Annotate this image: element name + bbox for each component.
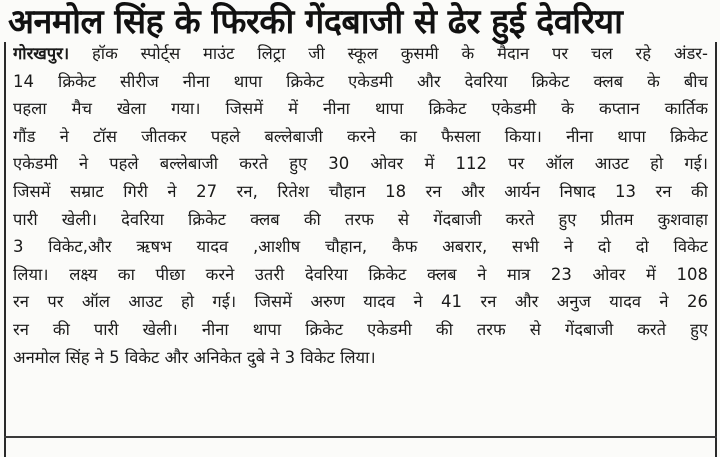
article-line: गौंड ने टॉस जीतकर पहले बल्लेबाजी करने का फैसला किया। नीना थापा क्रिकेट — [13, 126, 708, 146]
bottom-rule — [4, 436, 717, 438]
article-line: जिसमें सम्राट गिरी ने 27 रन, रितेश चौहान 18 रन और आर्यन निषाद 13 रन की — [13, 181, 708, 201]
article-line: एकेडमी ने पहले बल्लेबाजी करते हुए 30 ओवर में 112 पर ऑल आउट हो गई। — [13, 154, 708, 174]
article-line: पारी खेली। देवरिया क्रिकेट क्लब की तरफ से गेंदबाजी करते हुए प्रीतम कुशवाहा — [13, 209, 708, 229]
article-line-text: हॉक स्पोर्ट्स माउंट लिट्रा जी स्कूल कुसमी के मैदान पर चल रहे अंडर- — [69, 44, 708, 63]
article-line-last: अनमोल सिंह ने 5 विकेट और अनिकेत दुबे ने 3 विकेट लिया। — [13, 347, 376, 367]
dateline: गोरखपुर। — [13, 44, 70, 63]
article-line: रन की पारी खेली। नीना थापा क्रिकेट एकेडमी की तरफ से गेंदबाजी करते हुए — [13, 319, 708, 339]
column-rule-left — [4, 42, 6, 457]
headline: अनमोल सिंह के फिरकी गेंदबाजी से ढेर हुई देवरिया — [8, 2, 623, 42]
article-body — [13, 40, 708, 371]
article-line: 14 क्रिकेट सीरीज नीना थापा क्रिकेट एकेडमी और देवरिया क्रिकेट क्लब के बीच — [13, 71, 708, 91]
article-line: रन पर ऑल आउट हो गई। जिसमें अरुण यादव ने 41 रन और अनुज यादव ने 26 — [13, 292, 708, 312]
article-line: लिया। लक्ष्य का पीछा करने उतरी देवरिया क्रिकेट क्लब ने मात्र 23 ओवर में 108 — [13, 264, 708, 284]
article-line: पहला मैच खेला गया। जिसमें में नीना थापा क्रिकेट एकेडमी के कप्तान कार्तिक — [13, 99, 708, 119]
article-line — [13, 40, 708, 68]
article-line: 3 विकेट,और ऋषभ यादव ,आशीष चौहान, कैफ अबरार, सभी ने दो दो विकेट — [13, 237, 708, 257]
column-rule-right — [715, 42, 717, 457]
